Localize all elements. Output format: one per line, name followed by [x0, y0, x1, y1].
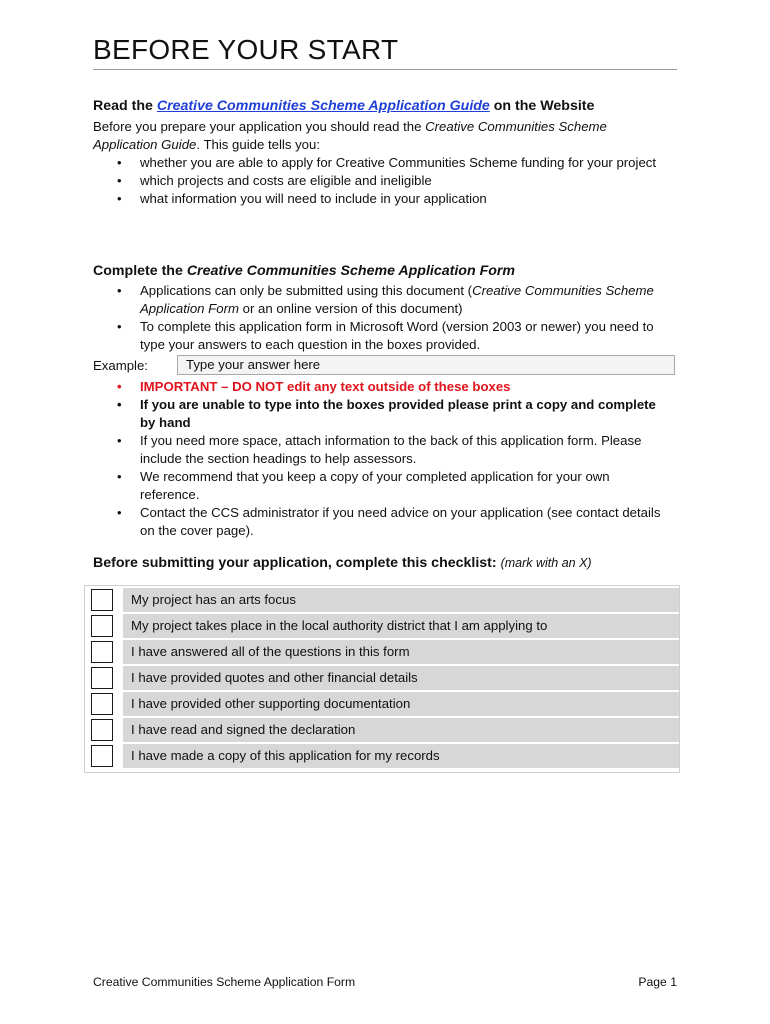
guide-bullet-list — [93, 154, 663, 208]
list-item — [93, 468, 663, 504]
bullet-text: We recommend that you keep a copy of your completed application for your own reference. — [140, 469, 610, 502]
bullet-icon: • — [117, 155, 122, 170]
checklist-item-label: I have answered all of the questions in this form — [123, 640, 679, 664]
checkbox[interactable] — [91, 667, 113, 689]
guide-intro — [93, 118, 663, 154]
checklist-item-label: I have provided quotes and other financial details — [123, 666, 679, 690]
list-item — [93, 396, 663, 432]
bullet-icon: • — [117, 505, 122, 520]
guide-link[interactable]: Creative Communities Scheme Application Guide — [156, 98, 490, 114]
checklist-note: (mark with an X) — [500, 556, 592, 570]
section-form-heading — [93, 263, 515, 279]
bullet-text-a: Applications can only be submitted using this document ( — [140, 283, 473, 298]
guide-intro-title: Creative Communities Scheme Application Guide — [93, 119, 607, 152]
checklist-table — [84, 585, 680, 773]
bullet-text-italic: Creative Communities Scheme Application Form — [140, 283, 654, 316]
bullet-icon: • — [117, 379, 122, 394]
important-notice: IMPORTANT – DO NOT edit any text outside of these boxes — [140, 379, 511, 394]
checkbox[interactable] — [91, 693, 113, 715]
list-item — [93, 172, 663, 190]
bullet-icon: • — [117, 173, 122, 188]
bullet-text-b: or an online version of this document) — [238, 301, 463, 316]
title-divider — [93, 69, 677, 70]
checkbox[interactable] — [91, 615, 113, 637]
example-answer-box[interactable]: Type your answer here — [177, 355, 675, 375]
checklist-heading — [93, 555, 592, 571]
list-item — [93, 282, 663, 318]
bullet-icon: • — [117, 191, 122, 206]
bullet-text: If you need more space, attach information to the back of this application form. Please include the section headings to help assessors. — [140, 433, 642, 466]
list-item — [93, 318, 663, 354]
checkbox[interactable] — [91, 589, 113, 611]
list-item — [93, 504, 663, 540]
checkbox[interactable] — [91, 745, 113, 767]
page-title: BEFORE YOUR START — [93, 34, 399, 65]
bullet-text: To complete this application form in Microsoft Word (version 2003 or newer) you need to type your answers to each question in the boxes provided. — [140, 319, 654, 352]
checklist-item-label: My project has an arts focus — [123, 588, 679, 612]
form-heading-title: Creative Communities Scheme Application Form — [186, 263, 516, 279]
guide-intro-part-b: . This guide tells you: — [196, 137, 321, 152]
checklist-heading-text: Before submitting your application, complete this checklist: — [93, 555, 497, 571]
list-item — [93, 432, 663, 468]
print-notice: If you are unable to type into the boxes provided please print a copy and complete by hand — [140, 397, 656, 430]
list-item — [93, 154, 663, 172]
form-heading-prefix: Complete the — [93, 263, 187, 279]
checklist-item-label: I have made a copy of this application for my records — [123, 744, 679, 768]
bullet-text: which projects and costs are eligible and ineligible — [140, 173, 432, 188]
section-guide-heading — [93, 98, 594, 114]
guide-heading-prefix: Read the — [93, 98, 157, 114]
bullet-icon: • — [117, 469, 122, 484]
form-bullet-list-bottom — [93, 378, 663, 540]
guide-intro-part-a: Before you prepare your application you should read the — [93, 119, 426, 134]
bullet-icon: • — [117, 433, 122, 448]
footer-document-title: Creative Communities Scheme Application Form — [93, 975, 356, 989]
bullet-text: whether you are able to apply for Creative Communities Scheme funding for your project — [140, 155, 657, 170]
checkbox[interactable] — [91, 719, 113, 741]
footer-page-number: Page 1 — [638, 975, 677, 989]
bullet-text: what information you will need to include in your application — [140, 191, 487, 206]
form-bullet-list-top — [93, 282, 663, 354]
guide-heading-suffix: on the Website — [489, 98, 595, 114]
bullet-icon: • — [117, 319, 122, 334]
bullet-icon: • — [117, 283, 122, 298]
checklist-item-label: I have read and signed the declaration — [123, 718, 679, 742]
example-label: Example: — [93, 358, 148, 373]
checklist-item-label: I have provided other supporting documentation — [123, 692, 679, 716]
bullet-text: Contact the CCS administrator if you need advice on your application (see contact details on the cover page). — [140, 505, 661, 538]
checkbox[interactable] — [91, 641, 113, 663]
list-item — [93, 190, 663, 208]
list-item — [93, 378, 663, 396]
bullet-icon: • — [117, 397, 122, 412]
checklist-item-label: My project takes place in the local authority district that I am applying to — [123, 614, 679, 638]
